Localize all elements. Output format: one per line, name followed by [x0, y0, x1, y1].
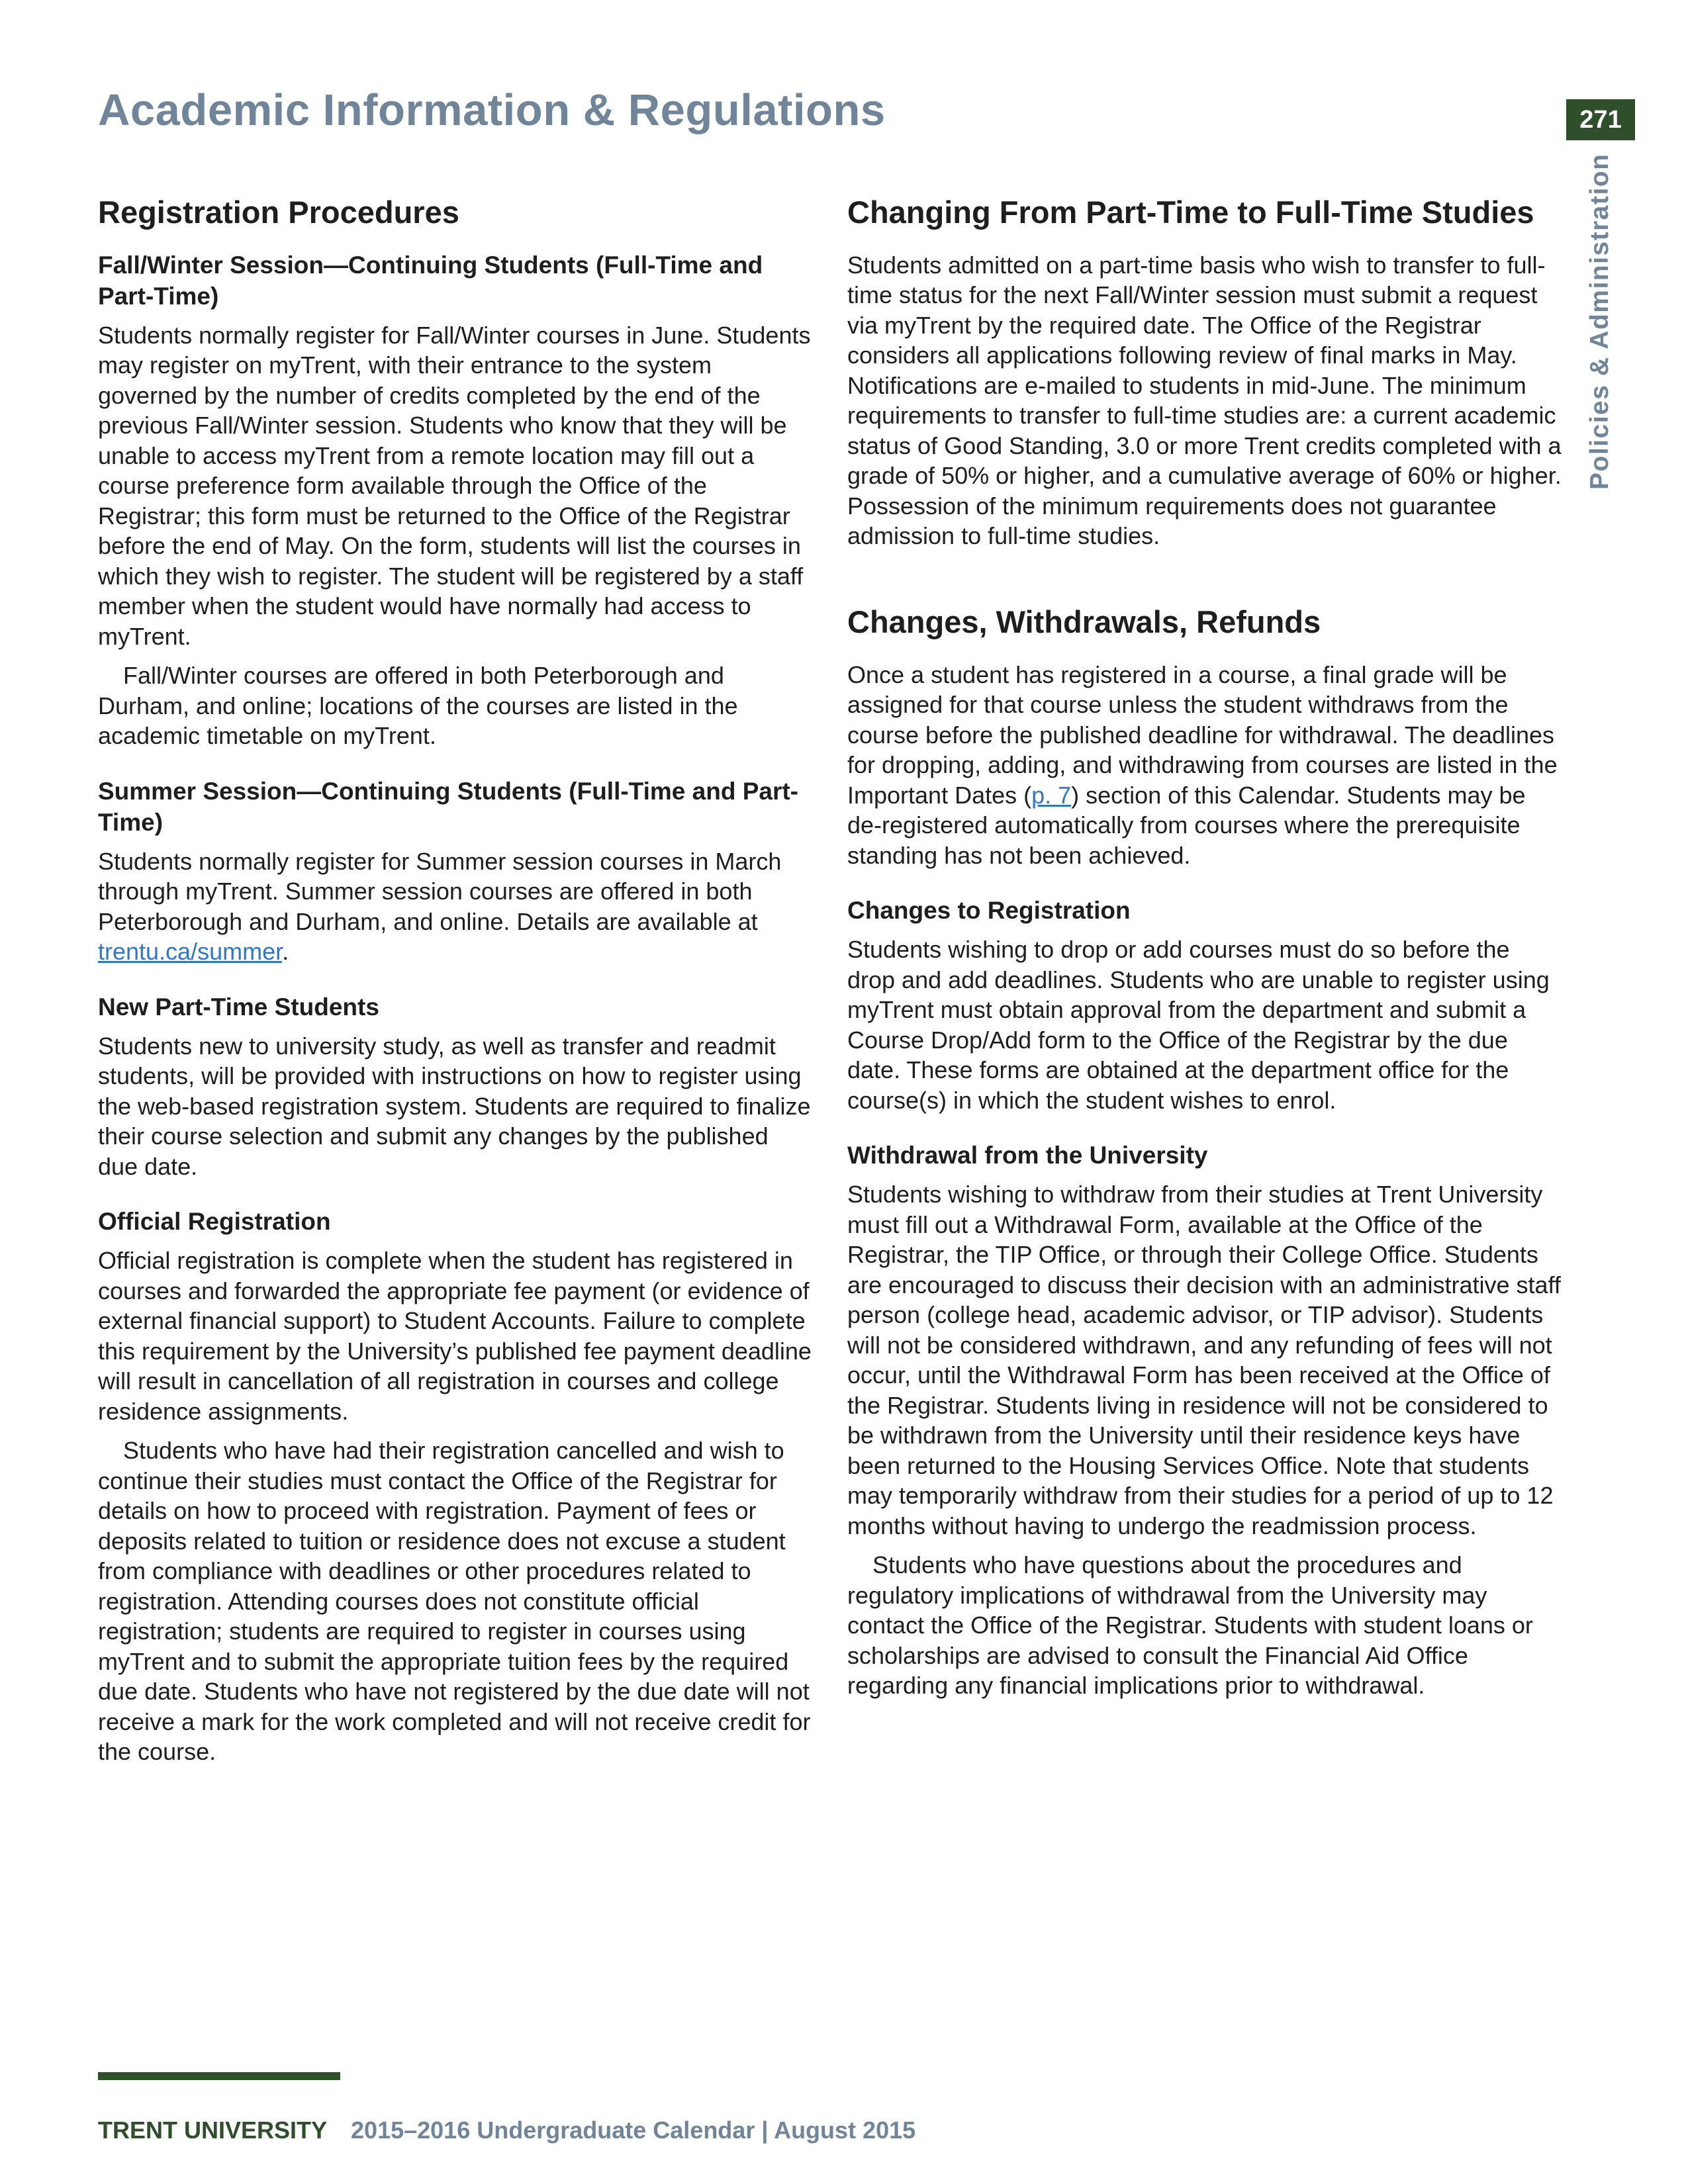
- important-dates-link[interactable]: p. 7: [1031, 781, 1072, 809]
- footer-rule: [98, 2072, 340, 2080]
- fall-winter-heading: Fall/Winter Session—Continuing Students (Full-Time and Part-Time): [98, 251, 763, 310]
- official-registration-paragraph-1: Official registration is complete when the student has registered in courses and forwarded the appropriate fee payment (or evidence of external financial support) to Student Accounts. Failure to complete this requirement by the University’s published fee payment deadline will result in cancellation of all registration in courses and college residence assignments.: [98, 1247, 812, 1425]
- footer-university: TRENT UNIVERSITY: [98, 2116, 328, 2144]
- cwr-text-end: ) section of this Calendar. Students may be de-registered automatically from courses where the prerequisite standing has not been achieved.: [847, 781, 1526, 869]
- footer-calendar: 2015–2016 Undergraduate Calendar | August 2015: [351, 2116, 916, 2144]
- fall-winter-paragraph-1: Students normally register for Fall/Winter courses in June. Students may register on myTrent, with their entrance to the system governed by the number of credits completed by the end of the previous Fall/Winter session. Students who know that they will be unable to access myTrent from a remote location may fill out a course preference form available through the Office of the Registrar; this form must be returned to the Office of the Registrar before the end of May. On the form, students will list the courses in which they wish to register. The student will be registered by a staff member when the student would have normally had access to myTrent.: [98, 321, 811, 650]
- registration-procedures-heading: Registration Procedures: [98, 195, 459, 230]
- cwr-text: Once a student has registered in a course, a final grade will be assigned for that course unless the student withdraws from the course before the published deadline for withdrawal. The deadlines for dropping, adding, and withdrawing from courses are listed in the Important Dates (: [847, 660, 1558, 809]
- changing-status-paragraph: Students admitted on a part-time basis who wish to transfer to full-time status for the next Fall/Winter session must submit a request via myTrent by the required date. The Office of the Registrar considers all applications following review of final marks in May. Notifications are e-mailed to students in mid-June. The minimum requirements to transfer to full-time studies are: a current academic status of Good Standing, 3.0 or more Trent credits completed with a grade of 50% or higher, and a cumulative average of 60% or higher. Possession of the minimum requirements does not guarantee admission to full-time studies.: [847, 251, 1562, 550]
- page-number-badge: 271: [1566, 99, 1635, 140]
- changes-to-registration-paragraph: Students wishing to drop or add courses must do so before the drop and add deadlines. Students who are unable to register using myTrent must obtain approval from the department and submit a Course Drop/Add form to the Office of the Registrar by the due date. These forms are obtained at the department office for the course(s) in which the student wishes to enrol.: [847, 936, 1550, 1114]
- summer-paragraph: [98, 846, 813, 967]
- summer-text-end: .: [282, 938, 289, 966]
- section-side-tab: Policies & Administration: [1585, 153, 1614, 490]
- footer: [98, 2116, 915, 2144]
- new-part-time-section: [98, 992, 813, 1181]
- summer-heading: Summer Session—Continuing Students (Full-Time and Part-Time): [98, 777, 799, 836]
- new-part-time-heading: New Part-Time Students: [98, 993, 379, 1021]
- withdrawal-paragraph-2: Students who have questions about the procedures and regulatory implications of withdrawal from the University may contact the Office of the Registrar. Students with student loans or scholarships are advised to consult the Financial Aid Office regarding any financial implications prior to withdrawal.: [847, 1551, 1533, 1700]
- withdrawal-heading: Withdrawal from the University: [847, 1142, 1208, 1169]
- withdrawal-section: [847, 1140, 1562, 1700]
- fall-winter-paragraph-2: Fall/Winter courses are offered in both Peterborough and Durham, and online; locations of the courses are listed in the academic timetable on myTrent.: [98, 662, 738, 750]
- changes-to-registration-section: [847, 895, 1562, 1115]
- right-column: [847, 193, 1562, 1726]
- changes-withdrawals-section: [847, 603, 1562, 870]
- changing-status-section: [847, 193, 1562, 551]
- changing-status-heading: Changing From Part-Time to Full-Time Studies: [847, 195, 1534, 230]
- official-registration-paragraph-2: Students who have had their registration cancelled and wish to continue their studies must contact the Office of the Registrar for details on how to proceed with registration. Payment of fees or deposits related to tuition or residence does not excuse a student from compliance with deadlines or other procedures related to registration. Attending courses does not constitute official registration; students are required to register in courses using myTrent and to submit the appropriate tuition fees by the required due date. Students who have not registered by the due date will not receive a mark for the work completed and will not receive credit for the course.: [98, 1437, 811, 1766]
- official-registration-section: [98, 1206, 813, 1766]
- changes-withdrawals-heading: Changes, Withdrawals, Refunds: [847, 604, 1321, 639]
- page-title: Academic Information & Regulations: [98, 85, 886, 135]
- left-column: [98, 193, 813, 1792]
- changes-to-registration-heading: Changes to Registration: [847, 897, 1131, 925]
- summer-text: Students normally register for Summer session courses in March through myTrent. Summer session courses are offered in both Peterborough and Durham, and online. Details are available at: [98, 847, 782, 935]
- summer-link[interactable]: trentu.ca/summer: [98, 938, 283, 966]
- changes-withdrawals-paragraph: [847, 660, 1562, 871]
- withdrawal-paragraph-1: Students wishing to withdraw from their studies at Trent University must fill out a Withdrawal Form, available at the Office of the Registrar, the TIP Office, or through their College Office. Students are encouraged to discuss their decision with an administrative staff person (college head, academic advisor, or TIP advisor). Students will not be considered withdrawn, and any refunding of fees will not occur, until the Withdrawal Form has been received at the Office of the Registrar. Students living in residence will not be considered to be withdrawn from the University until their residence keys have been returned to the Housing Services Office. Note that students may temporarily withdraw from their studies for a period of up to 12 months without having to undergo the readmission process.: [847, 1181, 1561, 1539]
- new-part-time-paragraph: Students new to university study, as well as transfer and readmit students, will be provided with instructions on how to register using the web-based registration system. Students are required to finalize their course selection and submit any changes by the published due date.: [98, 1032, 811, 1180]
- official-registration-heading: Official Registration: [98, 1208, 331, 1236]
- fall-winter-section: [98, 250, 813, 751]
- summer-section: [98, 776, 813, 967]
